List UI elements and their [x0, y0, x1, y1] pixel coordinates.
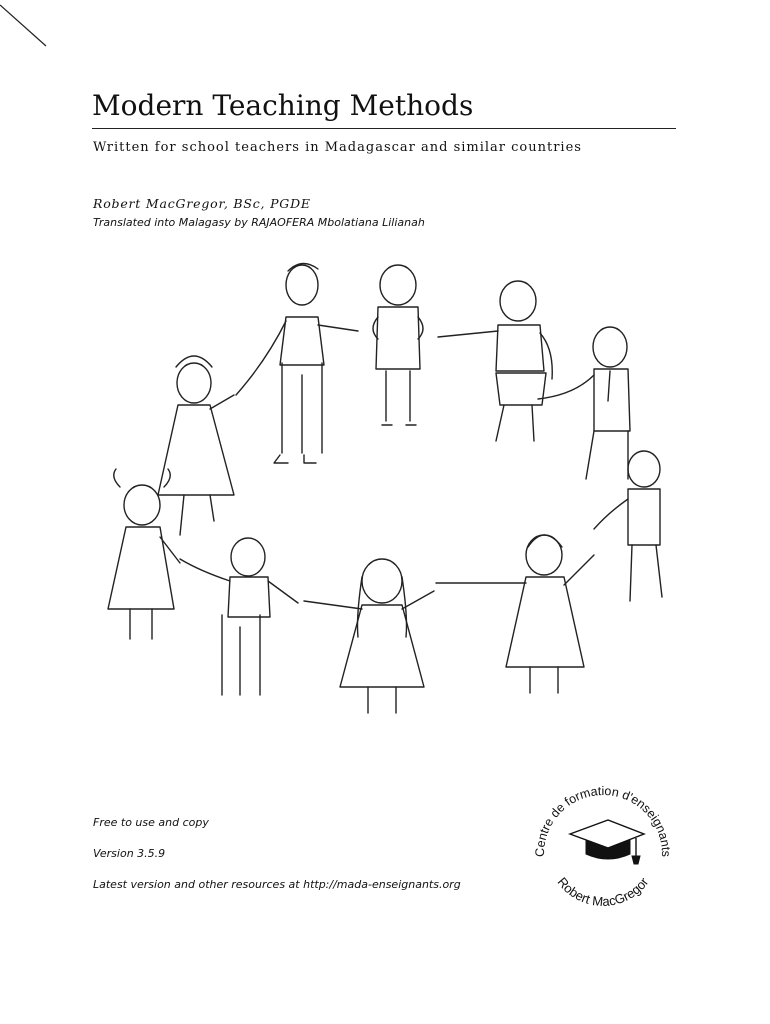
- child-figure: [594, 451, 662, 601]
- training-centre-seal: [528, 772, 678, 922]
- child-figure: [438, 281, 552, 441]
- graduation-cap-icon: [570, 820, 644, 864]
- children-circle-drawing-icon: [100, 255, 670, 725]
- license-text: Free to use and copy: [93, 816, 209, 829]
- child-figure: [436, 535, 594, 693]
- page-subtitle: Written for school teachers in Madagascar and similar countries: [93, 140, 582, 155]
- resources-text: Latest version and other resources at http://mada-enseignants.org: [93, 878, 461, 891]
- corner-fold-mark: [0, 0, 60, 60]
- svg-text:Robert MacGregor: [555, 874, 652, 909]
- child-figure: [304, 559, 434, 713]
- child-figure: [373, 265, 423, 425]
- child-figure: [180, 538, 298, 695]
- child-figure: [158, 356, 234, 535]
- seal-top-text: Centre de formation d'enseignants: [532, 783, 674, 858]
- child-figure: [236, 263, 358, 463]
- author-line: Robert MacGregor, BSc, PGDE: [93, 196, 311, 211]
- page-title: Modern Teaching Methods: [92, 88, 676, 129]
- translator-line: Translated into Malagasy by RAJAOFERA Mbolatiana Lilianah: [93, 216, 425, 229]
- child-figure: [538, 327, 630, 479]
- seal-bottom-text: Robert MacGregor: [554, 874, 652, 910]
- version-text: Version 3.5.9: [93, 847, 166, 860]
